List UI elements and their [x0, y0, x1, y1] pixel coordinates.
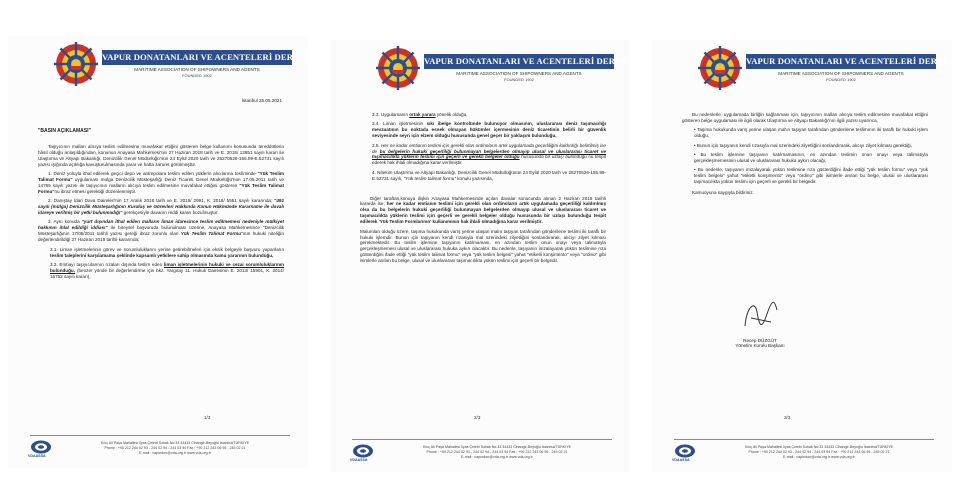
page-number: 1/3	[204, 415, 211, 420]
signer-name: Recep DÜZGÜT	[743, 338, 777, 343]
letter-footer	[30, 435, 290, 462]
bullet-item: • Bu teslim işlemine taşıyanın katılmamasının, en azından teslimin onun onayı veya talimatıyla gerçekleşmemesinin ulusal ve uluslararası hukuka aykırı olacağı,	[694, 152, 928, 163]
footer-brand: VDAASSA	[350, 458, 368, 462]
footer-logo-icon	[30, 440, 52, 454]
signature-icon	[737, 296, 783, 336]
paragraph: 3.3. Uygulamanın ortak yarara yönelik olduğu,	[372, 112, 468, 117]
footer-phone-line: Phone : +90 212 244 02 93 - 244 02 94 - 244 03 94 Fax : +90 212 243 06 95 - 245 02 21	[104, 446, 246, 450]
paragraph: 4. Nitekim Ulaştırma ve Altyapı Bakanlığı, Denizcilik Genel Müdürlüğünün 24 Eylül 2020 tarih ve 25270526-155.99-E.52731 sayılı, "Yük teslim talimat formu" konulu yazısında,	[372, 169, 606, 181]
footer-brand: VDAASSA	[28, 454, 46, 458]
paragraph: Taşıyıcının malları alıcıya teslim edilmesine muvafakat ettiğini gösteren belge kullanımı konusunda tereddütlerin hâsıl olduğu anlaşıldığından, konunun Anayasa Mahkemesi'nin 27 Haziran 2018 tarih ve E. 2015/ 13851 sayılı kararı ile Ulaştırma ve Altyapı Bakanlığı, Denizcilik Genel Müdürlüğü'nün 24 Eylül 2020 tarih ve 25270526-155.99-E.52731 sayılı yazısı ışığında açıklığa kavuşturulmasında yarar ve hatta zaruret görülmüştür.	[38, 144, 284, 167]
footer-address-line: Kılıç Ali Paşa Mahallesi İlyas Çelebi Sokak No:33 34433 Cihangir-Beyoğlu İstanbul/TÜRKİYE	[100, 441, 250, 445]
paragraph: 2. Danıştay İdari Dava Daireleri'nin 17 Aralık 2018 tarih ve E. 2016/ 2991, K. 2018/ 5551 sayılı kararında; "491 sayılı (mülga) Denizcilik Müsteşarlığının Kuruluş ve Görevleri Hakkında Kanun Hükmünde Kararname ile davalı idareye verilmiş bir yetki bulunmadığı" gerekçesiyle davanın reddi kararı bozulmuştur.	[38, 198, 284, 216]
footer-email-line: E-mail : vapurdon@vda.org.tr www.vda.org.tr	[783, 455, 855, 459]
footer-address	[714, 445, 924, 460]
association-name: VAPUR DONATANLARI VE ACENTELERİ DERNEĞİ	[424, 54, 614, 69]
founded-year: FOUNDED 1902	[182, 73, 212, 78]
paragraph: 3. Aynı konuda "yurt dışından ithal edilen malların liman idaresince teslim edilmemesi nedeniyle mülkiyet hakkının ihlal edildiği iddiası" ile bireysel başvuruda bulunulması üzerine, Anayasa Mahkemesince "Denizcilik Müsteşarlığının 17/05/2011 tarihli yazısı gereği ibraz zorunlu olan Yük Teslim Talimat Formu"nun hukuki niteliğin değerlendirildiği 27 Haziran 2018 tarihli kararında;	[38, 219, 285, 243]
founded-year: FOUNDED 1902	[504, 77, 534, 82]
letterhead	[652, 40, 960, 92]
page-number: 2/3	[474, 415, 481, 420]
footer-address-line: Kılıç Ali Paşa Mahallesi İlyas Çelebi Sokak No:33 34433 Cihangir-Beyoğlu İstanbul/TÜRKİYE	[422, 445, 572, 449]
founded-year: FOUNDED 1902	[826, 77, 856, 82]
footer-phone-line: Phone : +90 212 244 02 93 - 244 02 94 - 244 03 94 Fax : +90 212 243 06 95 - 245 02 21	[748, 450, 890, 454]
document-date: İstanbul 25.05.2021	[241, 98, 282, 103]
page-1-body	[38, 144, 284, 410]
document-page-1	[8, 36, 316, 468]
paragraph: 3.5. Her ne kadar emtianın teslimi için gerekli olan ordinoların artık uygulamada geçerliliğini kaldırdığı belirtilmiş ise de bu belgelerin hukuki geçerliliği bulunmayan belgelerden olmayıp ulusal ve uluslararası ticaret ve taşımacılıkta yüklerin teslimi için geçerli ve gerekli belgeler olduğu hususunda bir uzlaşı bulunduğu nu tespit ederek hak ihlali olmadığına karar verilmiştir.	[372, 142, 606, 166]
bullet-item: • Bu nedenle, taşıyanın imzalayarak yükün teslimine rıza gösterdiğini ifade ettiği "yük teslim formu" veya "yük teslim belgesi" yahut "etiketli konşimento" veya "ordino" gibi isimlerle anılan bu belge, ulusal ve uluslararası taşımacılıkta yükün teslimi için geçerli ve gerekli bir belgedir.	[694, 167, 928, 185]
letterhead	[330, 40, 638, 92]
footer-logo-icon	[674, 444, 696, 458]
letterhead	[8, 36, 316, 88]
letter-footer	[674, 439, 934, 466]
footer-address	[392, 445, 602, 460]
association-logo-icon	[54, 42, 98, 86]
page-3-body	[682, 112, 928, 282]
paragraph: 3.1. Liman işletmelerinin görev ve sorumluluklarını yerine getirebilmeleri için eksik belgeyle başvuru yapanların teslim taleplerini karşılamama şeklinde kapsamlı yetkilere sahip olmasında kamu yararının bulunduğu,	[50, 246, 284, 258]
footer-email-line: E-mail : vapurdon@vda.org.tr www.vda.org.tr	[139, 451, 211, 455]
association-name: VAPUR DONATANLARI VE ACENTELERİ DERNEĞİ	[746, 54, 936, 69]
document-page-2	[330, 40, 638, 472]
signer-title: Yönetim Kurulu Başkanı	[735, 343, 785, 348]
association-name: VAPUR DONATANLARI VE ACENTELERİ DERNEĞİ	[102, 50, 292, 65]
footer-logo-icon	[352, 444, 374, 458]
footer-email-line: E-mail : vapurdon@vda.org.tr www.vda.org.tr	[461, 455, 533, 459]
footer-address	[70, 441, 280, 456]
association-name-english: MARITIME ASSOCIATION OF SHIPOWNERS AND AGENTS	[456, 71, 582, 76]
paragraph: Malumları olduğu üzere, taşıma hukukunda varış yerine ulaşan malın taşıyan tarafından gönderilene teslimi iki taraflı bir hukuki işlemdir. Bunun için taşıyanın kendi rızasıyla mal üzerindeki zilyetliğini sonlandırarak, alıcıyı zilyet kılması gerekmektedir. Bu teslim işlemine taşıyanın katılmaması, en azından teslim onun onayı veya talimatıyla gerçekleşmemesi ulusal ve uluslararası hukuka aykırı olacaktır. Bu nedenle, taşıyanın imzalayarak yükün teslimine rıza gösterdiğini ifade ettiği "yük teslim talimat formu" veya "yük teslim belgesi" yahut "etiketli konşimento" veya "ordino" gibi isimlerle anılan bu belge, ulusal ve uluslararası taşımacılıkta yükün teslimi için geçerli bir belgedir.	[360, 228, 606, 264]
closing-line: Kamuoyuna saygıyla bildiriniz.	[692, 190, 754, 196]
paragraph: Diğer taraftan,konuya ilişkin Anayasa Mahkemesinde açılan davalar sonucunda alınan 2 Haziran 2018 tarihli kararda ise; her ne kadar emtianın teslimi için gerekli olan ordinoların artık uygulamada geçerliliği kaldırılmış olsa da bu belgelerin hukuki geçerliliği bulunmayan belgelerden olmayıp ulusal ve uluslararası ticaret ve taşımacılıkta yüklerin teslimi için geçerli ve gerekli belgeler olduğu hususunda bir uzlaşı bulunduğu tespit edilerek 'Yük Teslim Formlarının' kullanımının hak ihlali olmadığına karar verilmiştir.	[360, 195, 607, 225]
signature-block	[710, 296, 810, 348]
paragraph: 3.2. Emtiayı taşıyıcılarının rızaları dışında teslim eden liman işletmelerinin hukuki ve cezai sorumluluklarının bulunduğu, (benzer yönde bir değerlendirme için bkz. Yargıtay 11. Hukuk Dairesinin E. 2013/ 15901, K. 2014/ 16752 sayılı kararı),	[50, 261, 284, 279]
association-name-english: MARITIME ASSOCIATION OF SHIPOWNERS AND AGENTS	[134, 67, 260, 72]
bullet-item: • Bunun için taşıyanın kendi rızasıyla mal üzerindeki zilyetliğini sonlandırarak, alıcıyı zilyet kılması gerektiği,	[694, 142, 912, 148]
document-page-3	[652, 40, 960, 472]
footer-brand: VDAASSA	[672, 458, 690, 462]
association-logo-icon	[376, 46, 420, 90]
letter-footer	[352, 439, 612, 466]
bullet-item: • Taşıma hukukunda varış yerine ulaşan mal'ın taşıyan tarafından gönderilene teslimının iki taraflı bir hukuki işlem olduğu,	[694, 127, 928, 139]
press-release-title: "BASIN AÇIKLAMASI"	[38, 128, 91, 134]
paragraph: 3.4. Liman işletmesinin sıkı ibelge kontrolünde bulunuyor olmasının, uluslararası deniz taşımacılığı mevzuatının bu noktada esnek olmayan hükümler içermesinin deniz ticaretinin belirli bir güvenlik seviyesinde seyri için elzem olduğu hususunda genel geçer bir yaklaşım bulunduğu,	[372, 121, 606, 139]
association-name-english: MARITIME ASSOCIATION OF SHIPOWNERS AND AGENTS	[778, 71, 904, 76]
paragraph: Bu nedenlerle, uygulamada birliğin sağlanması için, taşıyıcının malları alıcıya teslim edilmesine muvafakat ettiğini gösteren belge uygulaması ile ilgili olarak Ulaştırma ve Altyapı Bakanlığı'nın ilgili yazısı uyarınca,	[682, 112, 928, 123]
footer-phone-line: Phone : +90 212 244 02 93 - 244 02 94 - 244 03 94 Fax : +90 212 243 06 95 - 245 02 21	[426, 450, 568, 454]
association-logo-icon	[698, 46, 742, 90]
page-2-body	[360, 112, 606, 414]
paragraph: 1. Deniz yoluyla ithal edilerek geçici depo ve antrepolara teslim edilen yüklerin alıcılarına teslíminde "Yük Teslim Talimat Formu" uygulaması mülga Denizcilik Müsteşarlığı Deniz Ticareti Genel Müdürlüğü'nün 17.05.2011 tarih ve 14765 sayılı yazısı ile taşıyıcının malların alıcıya teslim edilmesine muvafakat ettiğini gösteren "Yük Teslim Talimat Formu"nu ibraz etmesi gerektiği düzenlenmiştir.	[38, 171, 285, 194]
page-number: 3/3	[784, 415, 791, 420]
footer-address-line: Kılıç Ali Paşa Mahallesi İlyas Çelebi Sokak No:33 34433 Cihangir-Beyoğlu İstanbul/TÜRKİYE	[744, 445, 894, 449]
